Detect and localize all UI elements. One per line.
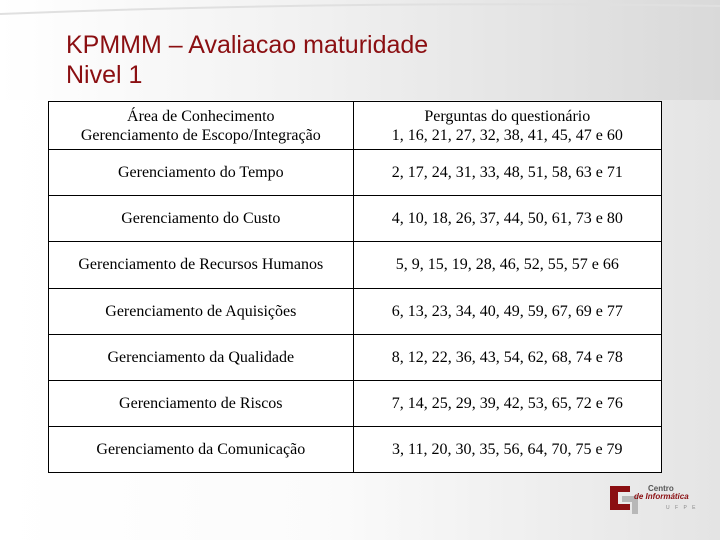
header-area-first-row: Gerenciamento de Escopo/Integração (80, 126, 321, 144)
table-row (49, 426, 662, 472)
area-cell: Gerenciamento de Aquisições (49, 288, 354, 334)
cin-logo (604, 478, 704, 518)
header-area-title: Área de Conhecimento (127, 107, 275, 125)
questions-cell: 5, 9, 15, 19, 28, 46, 52, 55, 57 e 66 (353, 242, 661, 288)
questions-cell: 6, 13, 23, 34, 40, 49, 59, 67, 69 e 77 (353, 288, 661, 334)
header-questions-title: Perguntas do questionário (424, 107, 591, 125)
slide-title-line1: KPMMM – Avaliacao maturidade (66, 31, 429, 59)
table-row (49, 288, 662, 334)
logo-text-ufpe: U F P E (666, 505, 698, 511)
area-cell: Gerenciamento do Custo (49, 196, 354, 242)
logo-text-centro: Centro (648, 484, 674, 493)
questions-cell: 8, 12, 22, 36, 43, 54, 62, 68, 74 e 78 (353, 334, 661, 380)
questions-cell: 7, 14, 25, 29, 39, 42, 53, 65, 72 e 76 (353, 380, 661, 426)
header-questions-first-row: 1, 16, 21, 27, 32, 38, 41, 45, 47 e 60 (391, 126, 623, 144)
header-cell-questions (353, 102, 661, 150)
maturity-table (48, 101, 662, 473)
table-row (49, 380, 662, 426)
slide-title (66, 30, 428, 90)
table-row (49, 150, 662, 196)
questions-cell: 4, 10, 18, 26, 37, 44, 50, 61, 73 e 80 (353, 196, 661, 242)
questions-cell: 2, 17, 24, 31, 33, 48, 51, 58, 63 e 71 (353, 150, 661, 196)
slide-title-line2: Nivel 1 (66, 61, 143, 89)
header-cell-area (49, 102, 354, 150)
table-header-row (49, 102, 662, 150)
area-cell: Gerenciamento do Tempo (49, 150, 354, 196)
logo-text-informatica: de Informática (634, 492, 689, 501)
area-cell: Gerenciamento de Recursos Humanos (49, 242, 354, 288)
area-cell: Gerenciamento da Qualidade (49, 334, 354, 380)
table-row (49, 242, 662, 288)
table-row (49, 334, 662, 380)
area-cell: Gerenciamento de Riscos (49, 380, 354, 426)
questions-cell: 3, 11, 20, 30, 35, 56, 64, 70, 75 e 79 (353, 426, 661, 472)
area-cell: Gerenciamento da Comunicação (49, 426, 354, 472)
table-row (49, 196, 662, 242)
